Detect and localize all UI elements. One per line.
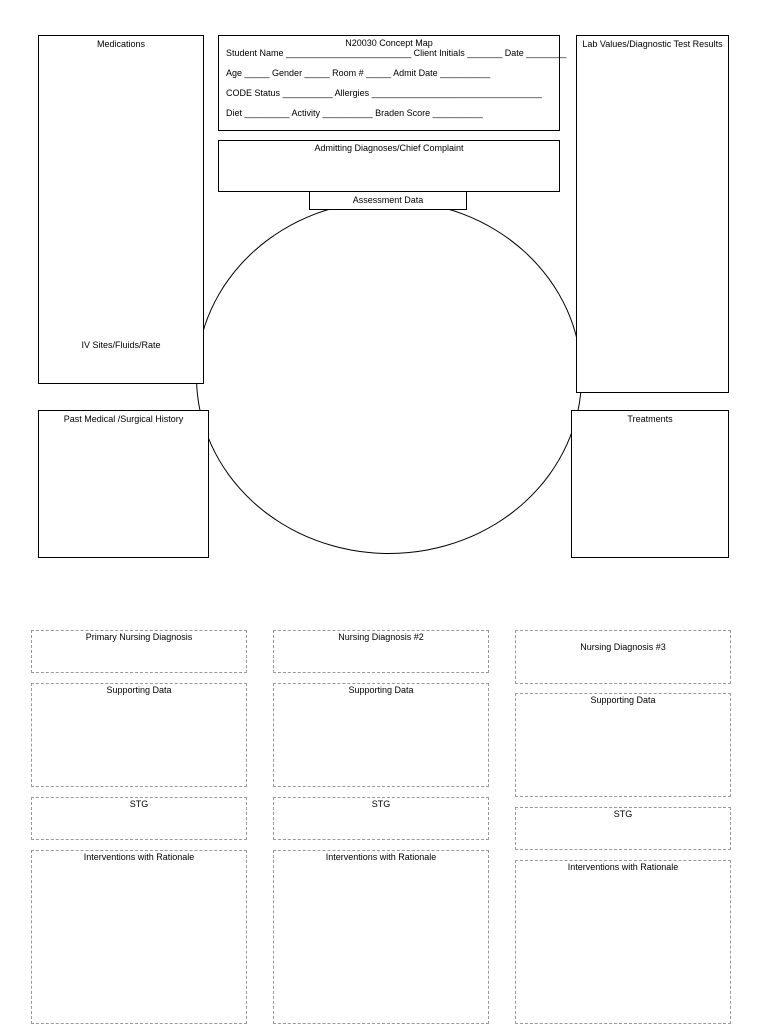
diagnosis-1-title-box <box>31 630 247 673</box>
past-medical-history-label: Past Medical /Surgical History <box>63 414 184 424</box>
medications-box <box>38 35 204 384</box>
diagnosis-3-supporting-label: Supporting Data <box>590 695 656 705</box>
diagnosis-3-title-box <box>515 630 731 684</box>
page-title: N20030 Concept Map <box>345 38 433 48</box>
diagnosis-3-interventions-box <box>515 860 731 1024</box>
diagnosis-1-stg-label: STG <box>129 799 149 809</box>
iv-sites-label: IV Sites/Fluids/Rate <box>81 340 161 350</box>
diagnosis-1-supporting-box <box>31 683 247 787</box>
diagnosis-1-title: Primary Nursing Diagnosis <box>85 632 193 642</box>
admitting-diagnoses-box <box>218 140 560 192</box>
info-line-code-status: CODE Status __________ Allergies __________________________________ <box>226 88 542 98</box>
treatments-box <box>571 410 729 558</box>
diagnosis-1-supporting-label: Supporting Data <box>106 685 172 695</box>
info-line-diet: Diet _________ Activity __________ Braden Score __________ <box>226 108 483 118</box>
diagnosis-1-interventions-label: Interventions with Rationale <box>83 852 195 862</box>
diagnosis-3-stg-label: STG <box>613 809 633 819</box>
assessment-data-box <box>309 191 467 210</box>
diagnosis-2-supporting-label: Supporting Data <box>348 685 414 695</box>
diagnosis-3-supporting-box <box>515 693 731 797</box>
diagnosis-3-stg-box <box>515 807 731 850</box>
diagnosis-2-title-box <box>273 630 489 673</box>
lab-values-label: Lab Values/Diagnostic Test Results <box>582 39 723 49</box>
diagnosis-2-title: Nursing Diagnosis #2 <box>338 632 424 642</box>
assessment-data-label: Assessment Data <box>352 195 424 205</box>
diagnosis-2-interventions-label: Interventions with Rationale <box>325 852 437 862</box>
diagnosis-2-supporting-box <box>273 683 489 787</box>
treatments-label: Treatments <box>627 414 673 424</box>
diagnosis-2-stg-box <box>273 797 489 840</box>
diagnosis-2-interventions-box <box>273 850 489 1024</box>
info-line-student: Student Name _________________________ Client Initials _______ Date ________ <box>226 48 567 58</box>
medications-label: Medications <box>96 39 146 49</box>
diagnosis-1-interventions-box <box>31 850 247 1024</box>
patient-info-box <box>218 35 567 131</box>
lab-values-box <box>576 35 729 393</box>
assessment-circle <box>196 200 582 554</box>
diagnosis-3-interventions-label: Interventions with Rationale <box>567 862 679 872</box>
past-medical-history-box <box>38 410 209 558</box>
diagnosis-3-title: Nursing Diagnosis #3 <box>580 642 666 652</box>
admitting-diagnoses-label: Admitting Diagnoses/Chief Complaint <box>314 143 464 153</box>
diagnosis-2-stg-label: STG <box>371 799 391 809</box>
diagnosis-1-stg-box <box>31 797 247 840</box>
info-line-age: Age _____ Gender _____ Room # _____ Admit Date __________ <box>226 68 491 78</box>
